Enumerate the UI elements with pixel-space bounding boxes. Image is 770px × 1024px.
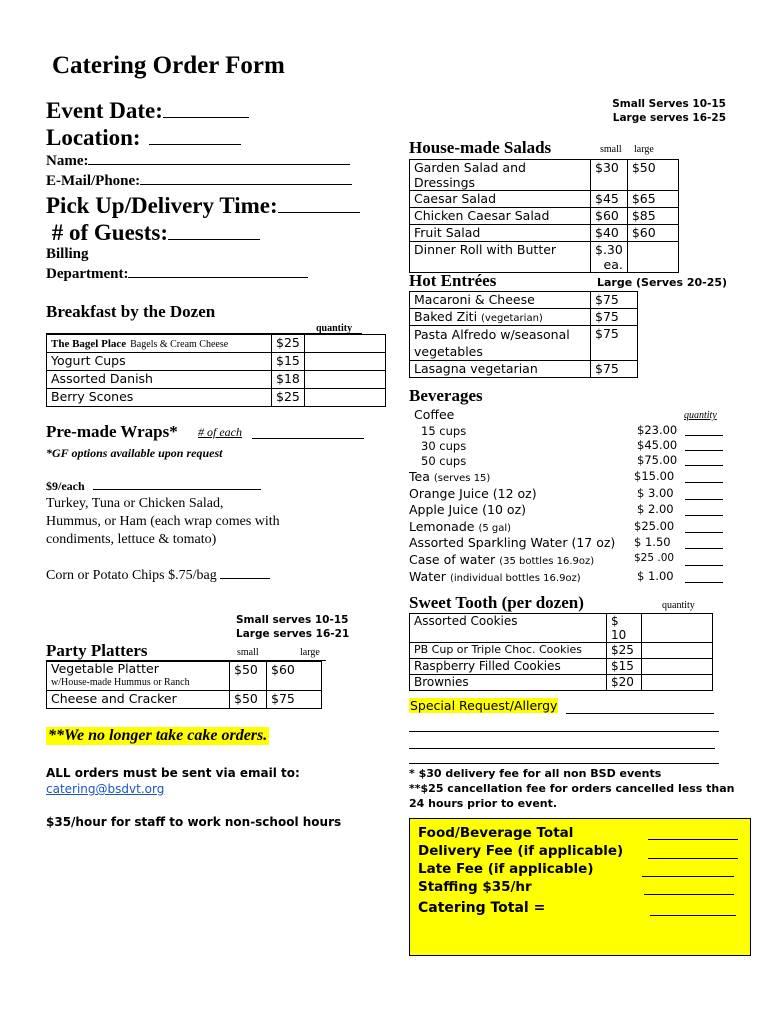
- platters-large-label: large: [300, 647, 320, 658]
- special-request-line-1[interactable]: [566, 713, 714, 714]
- wraps-heading: Pre-made Wraps*: [46, 422, 178, 441]
- salads-table: [409, 159, 679, 273]
- coffee-label: Coffee: [414, 407, 455, 422]
- special-request-label: Special Request/Allergy: [410, 698, 558, 713]
- email-phone-field[interactable]: E-Mail/Phone:: [46, 173, 352, 190]
- table-row: Dinner Roll with Butter $.30 ea.: [410, 242, 679, 273]
- fees-note: * $30 delivery fee for all non BSD events **$25 cancellation fee for orders cancelled less than 24 hours prior to event.: [409, 767, 735, 810]
- quantity-cell[interactable]: [642, 643, 713, 659]
- delivery-fee-row[interactable]: Delivery Fee (if applicable): [418, 843, 624, 859]
- list-item: Orange Juice (12 oz) $ 3.00: [409, 486, 729, 503]
- table-row: PB Cup or Triple Choc. Cookies $25: [410, 643, 713, 659]
- quantity-cell[interactable]: [304, 371, 385, 389]
- platters-table: [46, 661, 322, 709]
- quantity-cell[interactable]: [642, 675, 713, 691]
- email-note: ALL orders must be sent via email to:: [46, 766, 300, 780]
- table-row: Lasagna vegetarian $75: [410, 361, 638, 378]
- wraps-each-line[interactable]: [252, 438, 364, 439]
- breakfast-table: [46, 334, 386, 407]
- beverages-quantity-label: quantity: [684, 410, 717, 421]
- table-row: Assorted Danish $18: [47, 371, 386, 389]
- list-item: 30 cups $45.00: [409, 438, 729, 453]
- table-row: Pasta Alfredo w/seasonal vegetables $75: [410, 326, 638, 361]
- list-item: Case of water (35 bottles 16.9oz) $25 .00: [409, 552, 729, 569]
- list-item: Tea (serves 15) $15.00: [409, 469, 729, 486]
- table-row: Fruit Salad $40 $60: [410, 225, 679, 242]
- list-item: Water (individual bottles 16.9oz) $ 1.00: [409, 569, 729, 586]
- entrees-heading: Hot Entrées: [409, 271, 497, 290]
- catering-total-row[interactable]: Catering Total =: [418, 900, 546, 916]
- table-row: Brownies $20: [410, 675, 713, 691]
- totals-box: [409, 818, 751, 956]
- table-row: Yogurt Cups $15: [47, 353, 386, 371]
- staffing-row[interactable]: Staffing $35/hr: [418, 879, 532, 895]
- breakfast-heading: Breakfast by the Dozen: [46, 302, 216, 321]
- salads-small-label: small: [600, 144, 622, 155]
- late-fee-row[interactable]: Late Fee (if applicable): [418, 861, 594, 877]
- wraps-price: $9/each: [46, 479, 261, 494]
- table-row: Macaroni & Cheese $75: [410, 292, 638, 309]
- table-row: Caesar Salad $45 $65: [410, 191, 679, 208]
- table-row: Raspberry Filled Cookies $15: [410, 659, 713, 675]
- list-item: 50 cups $75.00: [409, 453, 729, 469]
- salads-large-label: large: [634, 144, 654, 155]
- entrees-column-label: Large (Serves 20-25): [597, 276, 728, 289]
- breakfast-quantity-label: quantity: [316, 323, 353, 334]
- quantity-cell[interactable]: [304, 353, 385, 371]
- food-total-row[interactable]: Food/Beverage Total: [418, 825, 574, 841]
- event-date-field[interactable]: Event Date:: [46, 98, 249, 124]
- beverage-list: [409, 423, 729, 586]
- sweets-quantity-label: quantity: [662, 600, 695, 611]
- sweets-heading: Sweet Tooth (per dozen): [409, 593, 584, 612]
- pickup-time-field[interactable]: Pick Up/Delivery Time:: [46, 193, 360, 219]
- quantity-cell[interactable]: [304, 389, 385, 407]
- platter-serves-note: Small serves 10-15 Large serves 16-21: [236, 614, 350, 640]
- table-row: Cheese and Cracker $50 $75: [47, 691, 322, 709]
- quantity-cell[interactable]: [304, 335, 385, 353]
- special-request-line-2[interactable]: [409, 731, 719, 732]
- list-item: 15 cups $23.00: [409, 423, 729, 438]
- special-request-line-3[interactable]: [409, 748, 715, 749]
- table-row: Garden Salad and Dressings $30 $50: [410, 160, 679, 191]
- salads-heading: House-made Salads: [409, 138, 552, 157]
- billing-label: Billing: [46, 246, 89, 262]
- staff-note: $35/hour for staff to work non-school hours: [46, 815, 342, 829]
- platters-heading: Party Platters: [46, 641, 148, 660]
- table-row: Chicken Caesar Salad $60 $85: [410, 208, 679, 225]
- list-item: Apple Juice (10 oz) $ 2.00: [409, 502, 729, 519]
- cake-notice: **We no longer take cake orders.: [48, 727, 268, 744]
- beverages-heading: Beverages: [409, 386, 483, 405]
- entrees-table: [409, 291, 638, 378]
- platters-small-label: small: [237, 647, 259, 658]
- gf-note: *GF options available upon request: [46, 446, 223, 460]
- guests-field[interactable]: # of Guests:: [46, 220, 260, 246]
- catering-email-link[interactable]: catering@bsdvt.org: [46, 782, 165, 796]
- location-field[interactable]: Location:: [46, 125, 241, 151]
- table-row: Vegetable Platter w/House-made Hummus or Ranch $50 $60: [47, 662, 322, 691]
- wraps-description: Turkey, Tuna or Chicken Salad, Hummus, or Ham (each wrap comes with condiments, lettuce & tomato): [46, 496, 280, 547]
- table-row: Assorted Cookies $ 10: [410, 614, 713, 643]
- table-row: The Bagel Place Bagels & Cream Cheese $25: [47, 335, 386, 353]
- sweets-table: [409, 613, 713, 691]
- special-request-line-4[interactable]: [409, 763, 719, 764]
- wraps-each-label: # of each: [198, 425, 242, 439]
- salad-serves-note: Small Serves 10-15 Large serves 16-25: [612, 98, 726, 124]
- chips-line[interactable]: Corn or Potato Chips $.75/bag: [46, 568, 270, 584]
- table-row: Berry Scones $25: [47, 389, 386, 407]
- list-item: Assorted Sparkling Water (17 oz) $ 1.50: [409, 535, 729, 552]
- page-title: Catering Order Form: [52, 52, 285, 79]
- department-field[interactable]: Department:: [46, 266, 308, 283]
- quantity-cell[interactable]: [642, 614, 713, 643]
- list-item: Lemonade (5 gal) $25.00: [409, 519, 729, 536]
- table-row: Baked Ziti (vegetarian) $75: [410, 309, 638, 326]
- quantity-cell[interactable]: [642, 659, 713, 675]
- name-field[interactable]: Name:: [46, 153, 350, 170]
